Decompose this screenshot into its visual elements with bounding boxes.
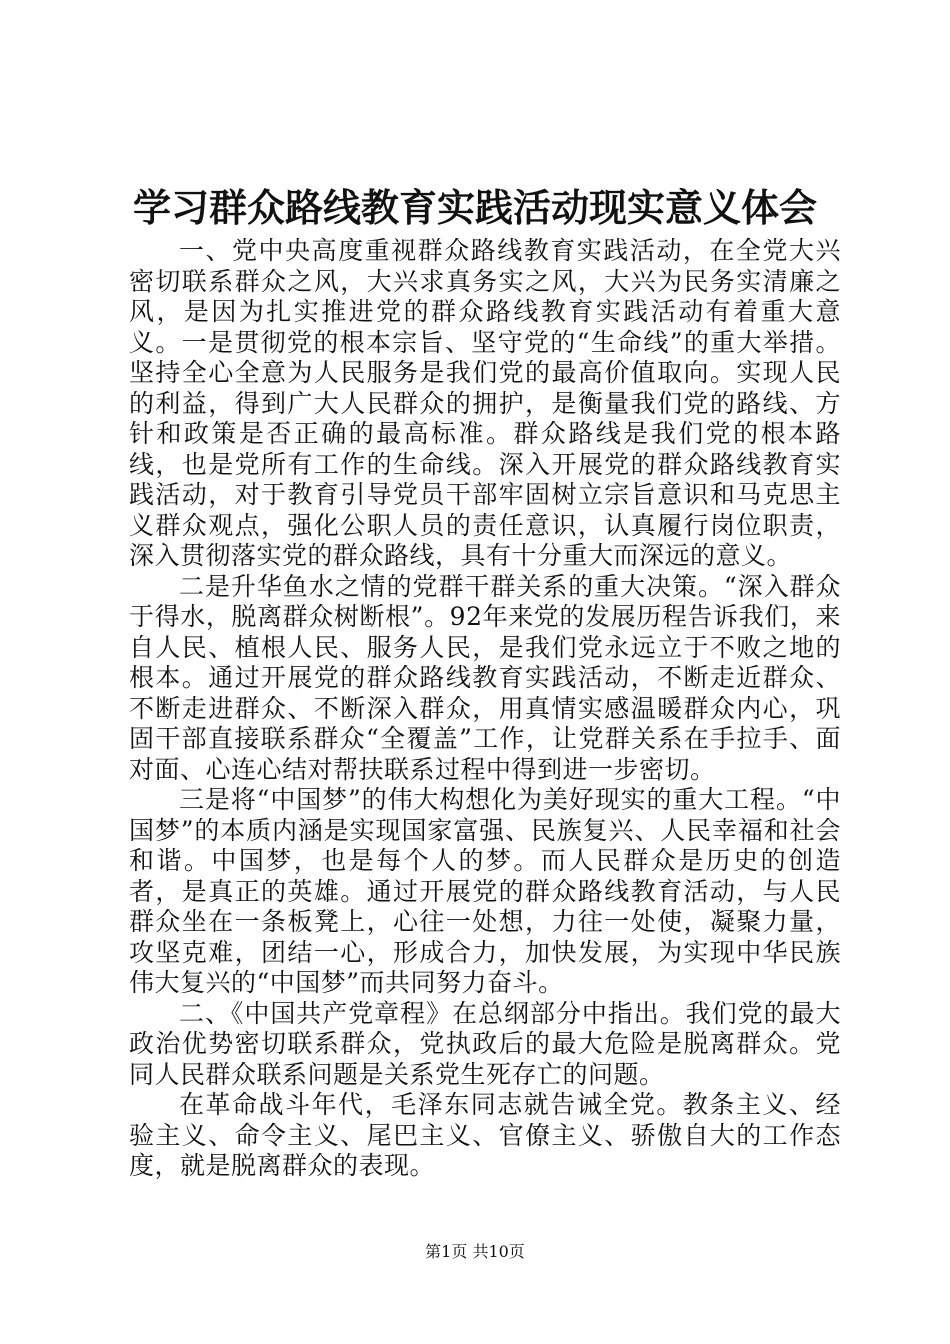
page-footer: 第1页 共10页 bbox=[425, 1242, 525, 1261]
paragraph-3: 三是将“中国梦”的伟大构想化为美好现实的重大工程。“中国梦”的本质内涵是实现国家富强、民族复兴、人民幸福和社会和谐。中国梦，也是每个人的梦。而人民群众是历史的创造者，是真正的英雄。通过开展党的群众路线教育活动，与人民群众坐在一条板凳上，心往一处想，力往一处使，凝聚力量，攻坚克难，团结一心，形成合力，加快发展，为实现中华民族伟大复兴的“中国梦”而共同努力奋斗。 bbox=[129, 785, 841, 997]
paragraph-2: 二是升华鱼水之情的党群干群关系的重大决策。“深入群众于得水，脱离群众树断根”。92年来党的发展历程告诉我们，来自人民、植根人民、服务人民，是我们党永远立于不败之地的根本。通过开展党的群众路线教育实践活动，不断走近群众、不断走进群众、不断深入群众，用真情实感温暖群众内心，巩固干部直接联系群众“全覆盖”工作，让党群关系在手拉手、面对面、心连心结对帮扶联系过程中得到进一步密切。 bbox=[129, 571, 841, 784]
document-body bbox=[129, 236, 841, 1182]
paragraph-1: 一、党中央高度重视群众路线教育实践活动，在全党大兴密切联系群众之风，大兴求真务实之风，大兴为民务实清廉之风，是因为扎实推进党的群众路线教育实践活动有着重大意义。一是贯彻党的根本宗旨、坚守党的“生命线”的重大举措。坚持全心全意为人民服务是我们党的最高价值取向。实现人民的利益，得到广大人民群众的拥护，是衡量我们党的路线、方针和政策是否正确的最高标准。群众路线是我们党的根本路线，也是党所有工作的生命线。深入开展党的群众路线教育实践活动，对于教育引导党员干部牢固树立宗旨意识和马克思主义群众观点，强化公职人员的责任意识，认真履行岗位职责，深入贯彻落实党的群众路线，具有十分重大而深远的意义。 bbox=[129, 236, 841, 570]
paragraph-5: 在革命战斗年代，毛泽东同志就告诫全党。教条主义、经验主义、命令主义、尾巴主义、官僚主义、骄傲自大的工作态度，就是脱离群众的表现。 bbox=[129, 1090, 841, 1180]
paragraph-4: 二、《中国共产党章程》在总纲部分中指出。我们党的最大政治优势密切联系群众，党执政后的最大危险是脱离群众。党同人民群众联系问题是关系党生死存亡的问题。 bbox=[129, 998, 841, 1089]
document-title: 学习群众路线教育实践活动现实意义体会 bbox=[132, 185, 817, 230]
